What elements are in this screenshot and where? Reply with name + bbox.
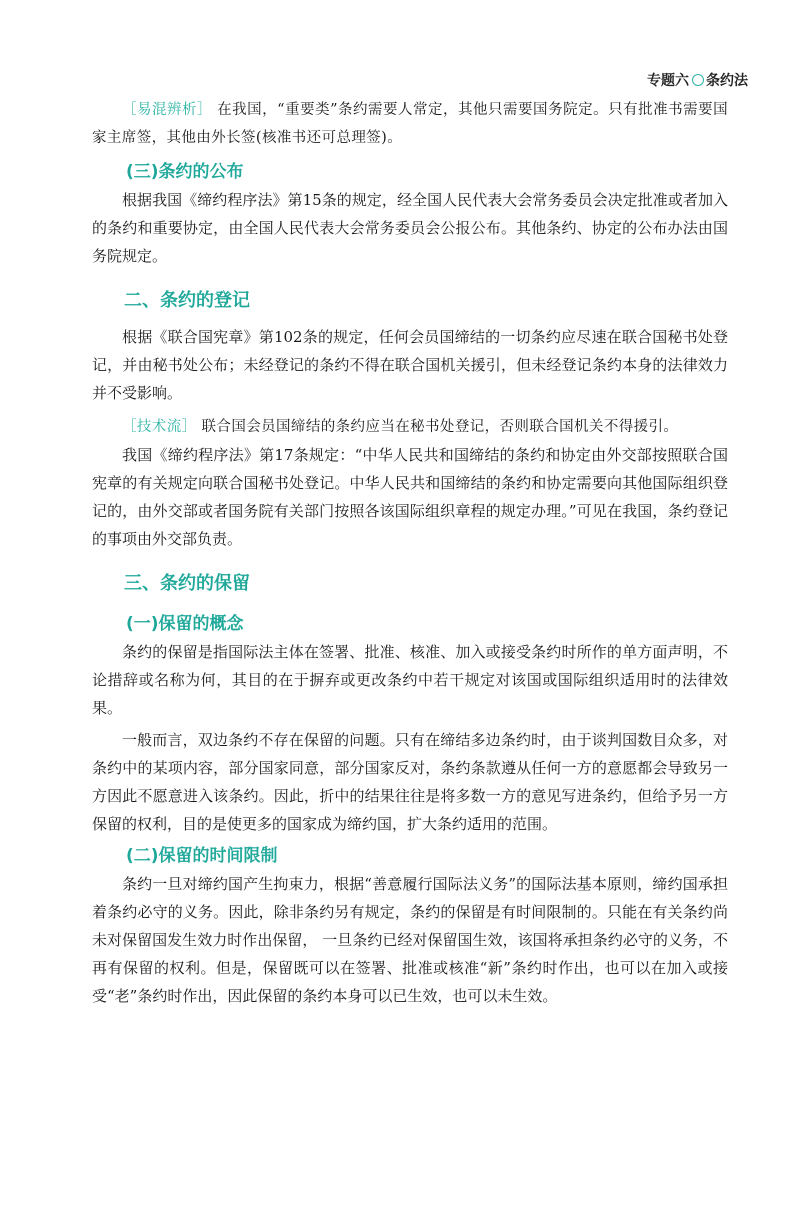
- confusion-tag: ［易混辨析］: [122, 102, 213, 118]
- technique-text: 联合国会员国缔结的条约应当在秘书处登记，否则联合国机关不得援引。: [201, 419, 679, 435]
- concept-heading: (一)保留的概念: [126, 614, 244, 634]
- confusion-note: [92, 96, 728, 152]
- technique-note: [92, 413, 728, 441]
- technique-tag: ［技术流］: [122, 419, 197, 435]
- registration-heading: 二、条约的登记: [124, 290, 250, 311]
- time-limit-paragraph: 条约一旦对缔约国产生拘束力，根据“善意履行国际法义务”的国际法基本原则，缔约国承担着条约必守的义务。因此，除非条约另有规定，条约的保留是有时间限制的。只能在有关条约尚未对保留国发生效力时作出保留， 一旦条约已经对保留国生效，该国将承担条约必守的义务，不再有保留的权利。但是，保留既可以在签署、批准或核准“新”条约时作出，也可以在加入或接受“老”条约时作出，因此保留的条约本身可以已生效，也可以未生效。: [92, 875, 728, 1005]
- publication-paragraph: 根据我国《缔约程序法》第15条的规定，经全国人民代表大会常务委员会决定批准或者加入的条约和重要协定，由全国人民代表大会常务委员会公报公布。其他条约、协定的公布办法由国务院规定。: [92, 191, 728, 265]
- reservation-heading: 三、条约的保留: [124, 573, 250, 594]
- circle-icon: [692, 74, 704, 86]
- confusion-text: 在我国，“重要类”条约需要人常定，其他只需要国务院定。只有批准书需要国家主席签，其他由外长签(核准书还可总理签)。: [92, 102, 729, 146]
- registration-paragraph-1: 根据《联合国宪章》第102条的规定，任何会员国缔结的一切条约应尽速在联合国秘书处登记，并由秘书处公布；未经登记的条约不得在联合国机关援引，但未经登记条约本身的法律效力并不受影响。: [92, 328, 728, 402]
- time-limit-heading: (二)保留的时间限制: [126, 846, 278, 866]
- publication-heading: (三)条约的公布: [126, 162, 244, 182]
- concept-paragraph-2: 一般而言，双边条约不存在保留的问题。只有在缔结多边条约时，由于谈判国数目众多，对条约中的某项内容，部分国家同意，部分国家反对，条约条款遵从任何一方的意愿都会导致另一方因此不愿意进入该条约。因此，折中的结果往往是将多数一方的意见写进条约，但给予另一方保留的权利，目的是使更多的国家成为缔约国，扩大条约适用的范围。: [92, 731, 728, 833]
- topic-label: 专题六: [647, 73, 689, 89]
- concept-paragraph-1: 条约的保留是指国际法主体在签署、批准、核准、加入或接受条约时所作的单方面声明，不论措辞或名称为何，其目的在于摒弃或更改条约中若干规定对该国或国际组织适用时的法律效果。: [92, 643, 728, 717]
- running-header: [647, 70, 748, 90]
- page-content: [92, 96, 728, 1010]
- subject-label: 条约法: [706, 73, 748, 89]
- registration-paragraph-2: 我国《缔约程序法》第17条规定：“中华人民共和国缔结的条约和协定由外交部按照联合国宪章的有关规定向联合国秘书处登记。中华人民共和国缔结的条约和协定需要向其他国际组织登记的，由外交部或者国务院有关部门按照各该国际组织章程的规定办理。”可见在我国，条约登记的事项由外交部负责。: [92, 446, 728, 548]
